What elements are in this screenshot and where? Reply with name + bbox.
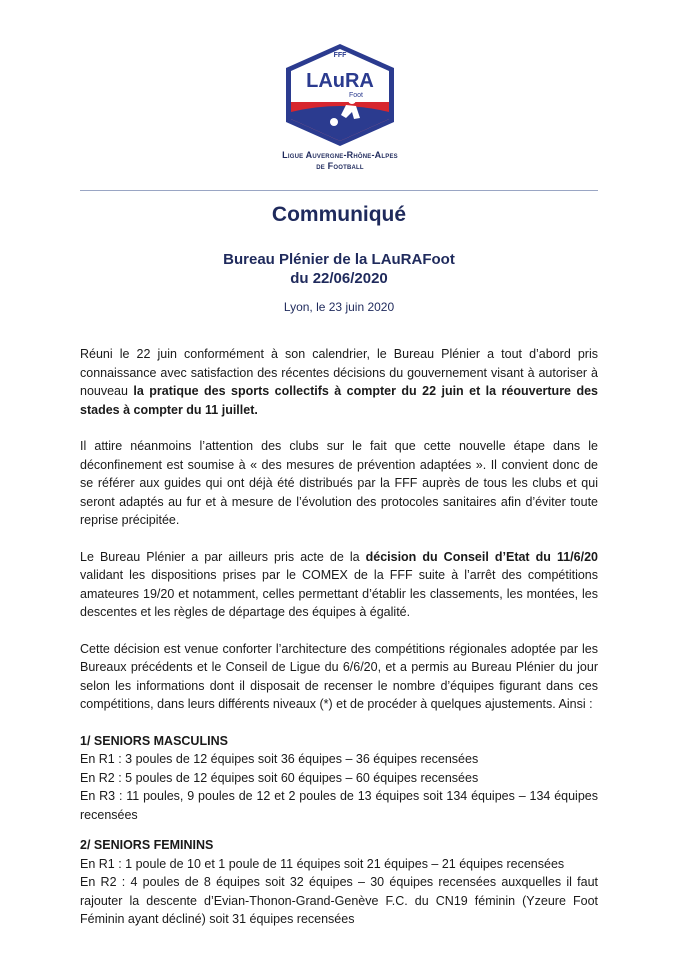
subtitle-line1: Bureau Plénier de la LAuRAFoot (223, 251, 455, 268)
paragraph-2: Il attire néanmoins l’attention des clubs sur le fait que cette nouvelle étape dans le déconfinement est soumise à « des mesures de prévention adaptées ». Il convient donc de se référer aux guides qui ont déjà été distribués par la FFF auprès de tous les clubs et qui seront adaptés au fur et à mesure de l’évolution des protocoles sanitaires afin d’éviter toute reprise précipitée. (80, 439, 598, 527)
dateline: Lyon, le 23 juin 2020 (283, 300, 395, 314)
league-name (240, 150, 440, 172)
section-line: En R2 : 4 poules de 8 équipes soit 32 équipes – 30 équipes recensées auxquelles il faut rajouter la descente d’Evian-Thonon-Grand-Genève F.C. du CN19 féminin (Yzeure Foot Féminin ayant décliné) soit 31 équipes recensées (80, 875, 598, 926)
section-title: 2/ SENIORS FEMININS (80, 838, 214, 852)
paragraph-3-text-a: Le Bureau Plénier a par ailleurs pris acte de la (80, 549, 366, 564)
subtitle-line2: du 22/06/2020 (290, 270, 388, 287)
document-subtitle (0, 250, 678, 288)
body-text (80, 345, 598, 941)
paragraph-3-text-c: validant les dispositions prises par le COMEX de la FFF suite à l’arrêt des compétitions amateures 19/20 et notamment, celles permettant d’établir les classements, les montées, les descentes et les règles de départage des équipes à égalité. (80, 568, 598, 619)
section-line: En R3 : 11 poules, 9 poules de 12 et 2 poules de 13 équipes soit 134 équipes – 134 équipes recensées (80, 789, 598, 822)
section-title: 1/ SENIORS MASCULINS (80, 733, 228, 748)
svg-text:Foot: Foot (348, 92, 364, 99)
league-name-line1: Ligue Auvergne-Rhône-Alpes (282, 150, 398, 160)
logo-shield-icon (270, 40, 410, 150)
league-name-line2: de Football (316, 161, 364, 171)
paragraph-1-bold: la pratique des sports collectifs à compter du 22 juin et la réouverture des stades à compter du 11 juillet. (80, 384, 598, 417)
paragraph-3-bold: décision du Conseil d’Etat du 11/6/20 (365, 549, 598, 564)
svg-text:FFF: FFF (333, 52, 347, 59)
page-title: Communiqué (271, 203, 407, 226)
section-seniors-masculins (80, 732, 598, 825)
header-divider (80, 190, 598, 191)
section-line: En R2 : 5 poules de 12 équipes soit 60 équipes – 60 équipes recensées (80, 770, 479, 785)
paragraph-4: Cette décision est venue conforter l’architecture des compétitions régionales adoptée par les Bureaux précédents et le Conseil de Ligue du 6/6/20, et a permis au Bureau Plénier du jour selon les informations dont il disposait de recenser le nombre d’équipes figurant dans ces compétitions, dans leurs différents niveaux (*) et de procéder à quelques ajustements. Ainsi : (80, 641, 598, 711)
paragraph-1 (80, 345, 598, 419)
paragraph-1-text: Réuni le 22 juin conformément à son calendrier, le Bureau Plénier a tout d’abord pris connaissance avec satisfaction des récentes décisions du gouvernement visant à autoriser à nouveau (80, 347, 598, 398)
section-line: En R1 : 3 poules de 12 équipes soit 36 équipes – 36 équipes recensées (80, 752, 479, 766)
svg-text:LAuRA: LAuRA (306, 70, 374, 92)
section-line: En R1 : 1 poule de 10 et 1 poule de 11 équipes soit 21 équipes – 21 équipes recensées (80, 856, 565, 871)
paragraph-3 (80, 548, 598, 622)
section-seniors-feminins (80, 836, 598, 929)
